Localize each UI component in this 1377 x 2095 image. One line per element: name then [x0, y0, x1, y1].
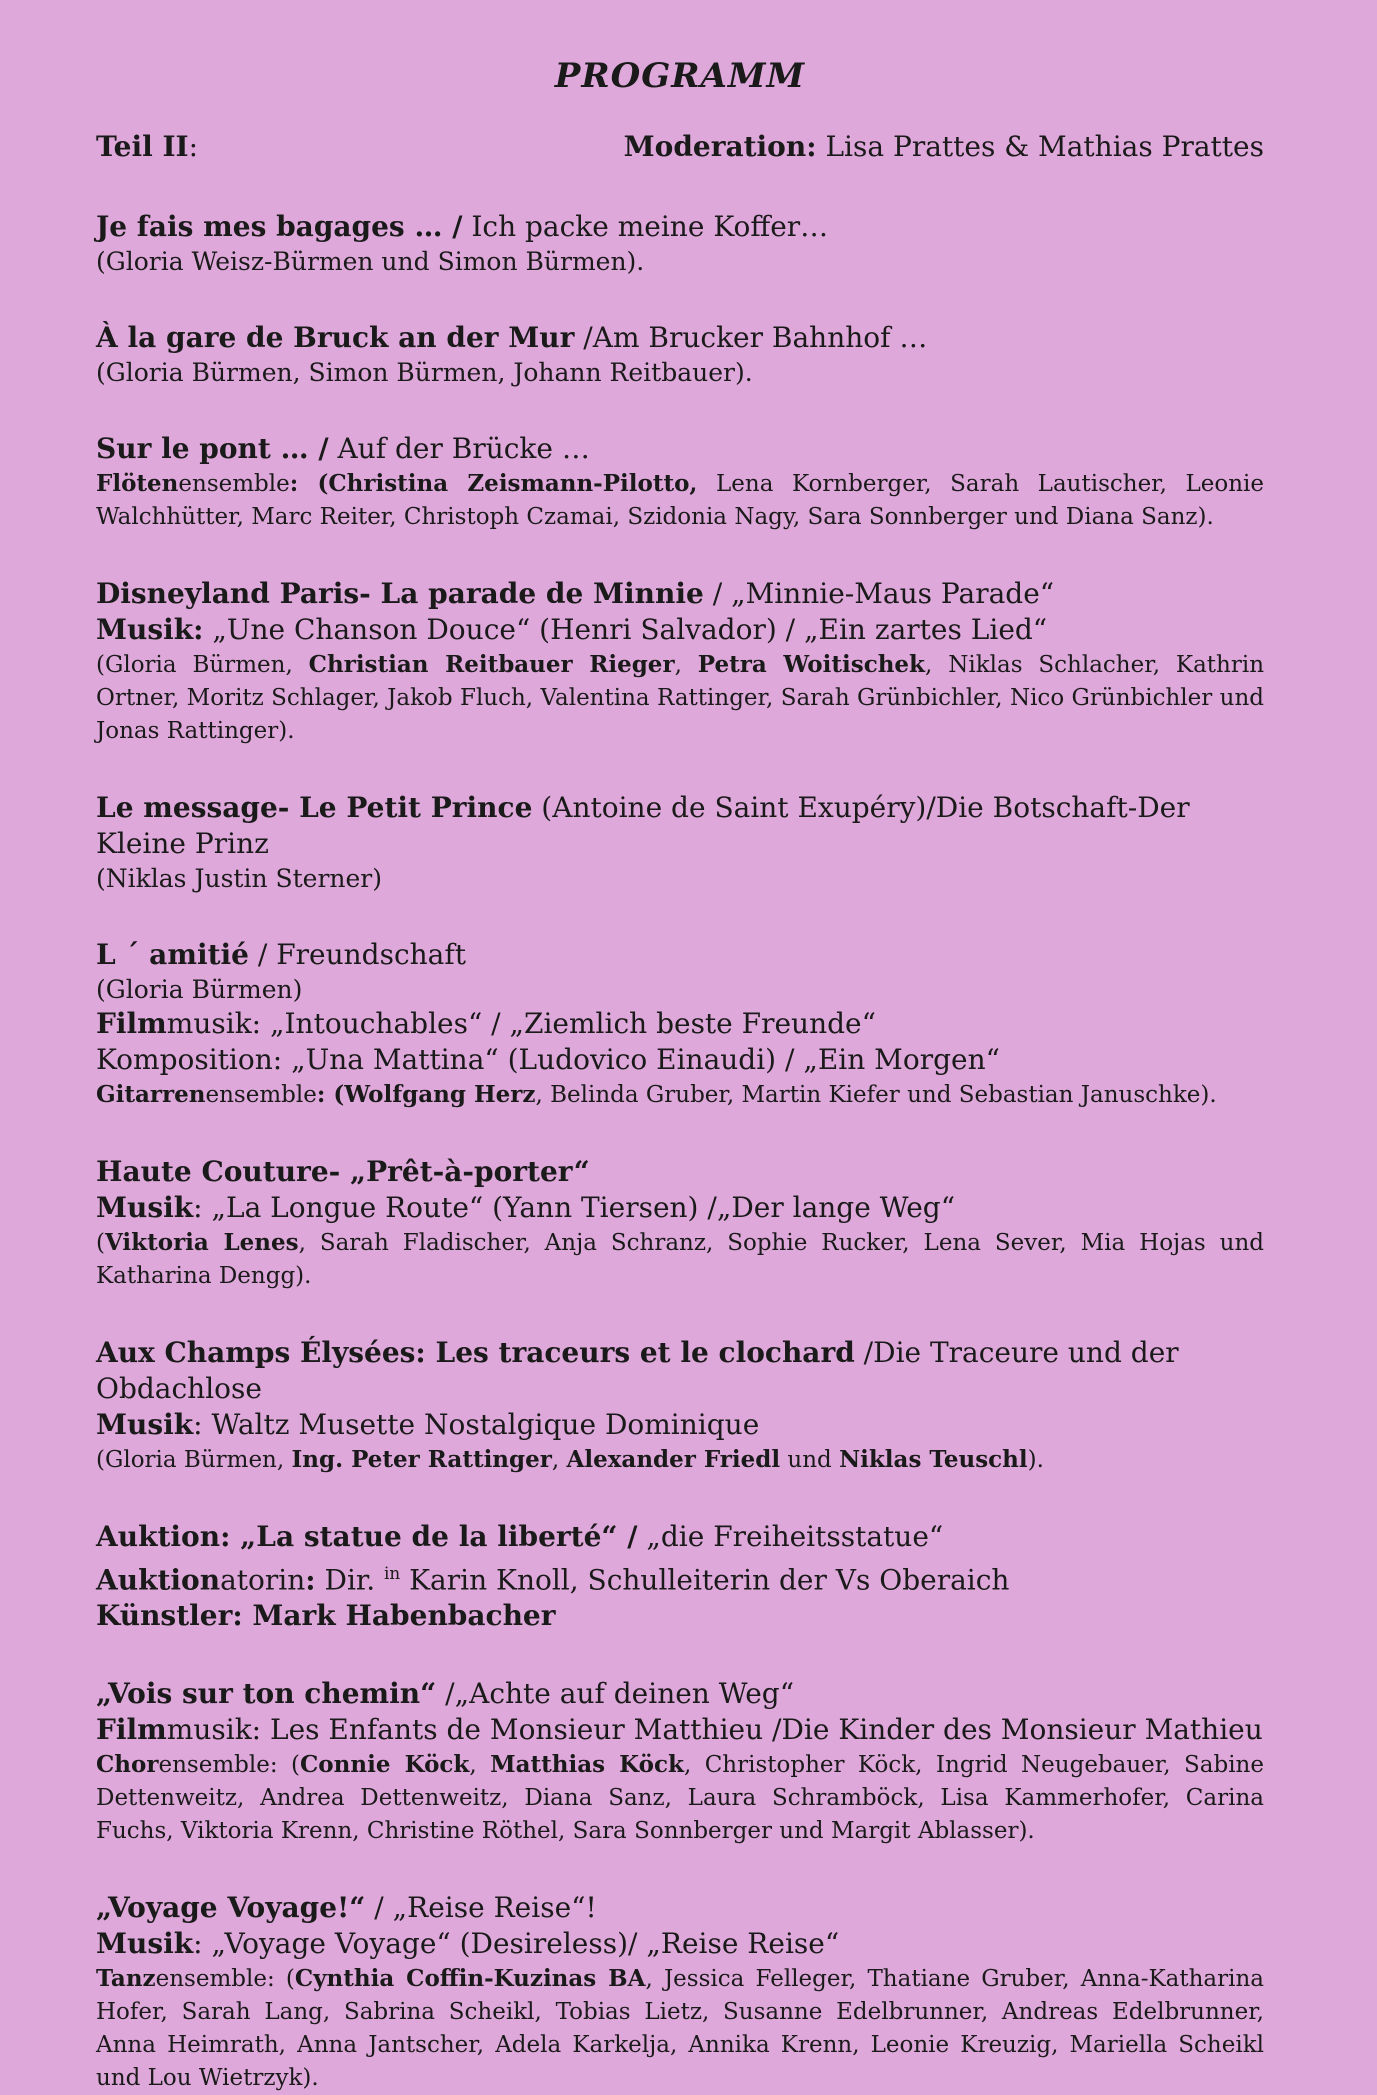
- bold-text: Le message- Le Petit Prince: [96, 791, 533, 824]
- program-item-detail: [96, 1962, 1264, 2095]
- moderation-label: Moderation:: [623, 130, 817, 163]
- program-item-auktion: [96, 1519, 1264, 1634]
- text: (Niklas Justin Sterner): [96, 864, 383, 893]
- text: Dir.: [315, 1563, 385, 1597]
- text: Ich packe meine Koffer…: [462, 210, 829, 243]
- program-item-title: [96, 576, 1264, 612]
- bold-text: Tanz: [96, 1965, 156, 1993]
- text: (Antoine de Saint Exupéry)/Die Botschaft-Der Kleine Prinz: [96, 791, 1190, 860]
- program-item-title: [96, 209, 1264, 245]
- program-item-detail: [96, 245, 1264, 278]
- text: : „La Longue Route“ (Yann Tiersen) /„Der lange Weg“: [193, 1191, 956, 1224]
- bold-text: : (Wolfgang Herz: [316, 1081, 536, 1108]
- bold-text: Alexander Friedl: [566, 1446, 781, 1473]
- bold-text: Niklas Teuschl: [839, 1446, 1028, 1473]
- text: Komposition: „Una Mattina“ (Ludovico Einaudi) / „Ein Morgen“: [96, 1043, 1000, 1076]
- program-item-detail: [96, 1712, 1264, 1748]
- bold-text: Musik: [96, 1927, 194, 1961]
- program-item-detail: [96, 648, 1264, 748]
- text: Karin Knoll, Schulleiterin der Vs Oberaich: [400, 1563, 1010, 1597]
- bold-text: „Vois sur ton chemin“: [96, 1677, 437, 1711]
- text: (Gloria Bürmen): [96, 975, 303, 1004]
- bold-text: : (Christina Zeismann-Pilotto,: [289, 470, 698, 497]
- program-item-gare: [96, 320, 1264, 389]
- text: „Une Chanson Douce“ (Henri Salvador) / „Ein zartes Lied“: [203, 613, 1048, 646]
- text: , Niklas Schlacher, Kathrin Ortner, Moritz Schlager, Jakob Fluch, Valentina Rattinger, Sarah Grünbichler, Nico Grünbichler und Jonas Rattinger).: [96, 652, 1265, 744]
- bold-text: :: [305, 1563, 316, 1597]
- text: Lena Kornberger, Sarah Lautischer, Leonie Walchhütter, Marc Reiter, Christoph Czamai, Szidonia Nagy, Sara Sonnberger und Diana Sanz).: [96, 471, 1265, 530]
- bold-text: Musik: [96, 1191, 194, 1224]
- program-item-detail: [96, 1926, 1264, 1962]
- text: / „Minnie-Maus Parade“: [703, 577, 1055, 610]
- program-item-detail: [96, 862, 1264, 895]
- bold-text: Musik: [96, 1408, 194, 1441]
- text: : „Voyage Voyage“ (Desireless)/ „Reise Reise“: [193, 1927, 840, 1961]
- program-item-pont: [96, 431, 1264, 534]
- text: : Waltz Musette Nostalgique Dominique: [193, 1408, 760, 1441]
- bold-text: Film: [96, 1713, 167, 1747]
- text: ,: [551, 1447, 567, 1473]
- part-name: Teil II: [96, 130, 189, 163]
- text: , Belinda Gruber, Martin Kiefer und Sebastian Januschke).: [535, 1082, 1217, 1108]
- moderation: [624, 130, 1264, 163]
- bold-text: Disneyland Paris- La parade de Minnie: [96, 577, 704, 610]
- text: / „Reise Reise“!: [365, 1891, 597, 1925]
- text: und: [780, 1447, 840, 1473]
- text: musik: „Intouchables“ / „Ziemlich beste Freunde“: [166, 1007, 876, 1040]
- text: ensemble: [178, 471, 290, 497]
- program-item-detail: [96, 467, 1264, 534]
- program-item-title: [96, 1335, 1264, 1407]
- text: „die Freiheitsstatue“: [637, 1520, 944, 1553]
- text: musik: Les Enfants de Monsieur Matthieu /Die Kinder des Monsieur Mathieu: [166, 1713, 1263, 1747]
- program-item-bagages: [96, 209, 1264, 278]
- text: (Gloria Bürmen,: [96, 1447, 292, 1473]
- text: atorin: [220, 1563, 306, 1597]
- program-item-detail: [96, 1407, 1264, 1443]
- text: in: [384, 1563, 401, 1583]
- bold-text: „Voyage Voyage!“: [96, 1891, 366, 1925]
- bold-text: Haute Couture- „Prêt-à-porter“: [96, 1155, 590, 1188]
- program-item-title: [96, 1890, 1264, 1926]
- bold-text: Aux Champs Élysées: Les traceurs et le clochard: [96, 1336, 855, 1369]
- part-header: [96, 130, 1264, 163]
- program-item-title: [96, 320, 1264, 356]
- bold-text: Film: [96, 1007, 167, 1040]
- text: ensemble: (: [158, 1752, 300, 1779]
- program-item-voyage: [96, 1890, 1264, 2095]
- program-item-champs: [96, 1335, 1264, 1477]
- text: /„Achte auf deinen Weg“: [436, 1677, 795, 1711]
- bold-text: Gitarren: [96, 1081, 206, 1108]
- page-title: PROGRAMM: [554, 56, 806, 96]
- bold-text: Matthias Köck: [490, 1751, 684, 1779]
- text: /Am Brucker Bahnhof …: [574, 321, 928, 354]
- bold-text: Je fais mes bagages … /: [96, 210, 463, 243]
- text: / Freundschaft: [248, 938, 466, 971]
- program-item-detail: [96, 1226, 1264, 1293]
- bold-text: À la gare de Bruck an der Mur: [96, 321, 575, 354]
- text: Auf der Brücke …: [328, 432, 590, 465]
- bold-text: Künstler: Mark Habenbacher: [96, 1599, 556, 1633]
- program-item-title: [96, 790, 1264, 862]
- part-suffix: :: [188, 130, 199, 163]
- bold-text: Connie Köck: [300, 1751, 470, 1779]
- program-item-detail: [96, 612, 1264, 648]
- bold-text: Cynthia Coffin-Kuzinas BA: [294, 1965, 646, 1993]
- program-item-chemin: [96, 1676, 1264, 1848]
- bold-text: Ing. Peter Rattinger: [291, 1446, 552, 1473]
- text: (Gloria Bürmen, Simon Bürmen, Johann Reitbauer).: [96, 358, 753, 387]
- text: , Christopher Köck, Ingrid Neugebauer, Sabine Dettenweitz, Andrea Dettenweitz, Diana Sanz, Laura Schramböck, Lisa Kammerhofer, Carina Fuchs, Viktoria Krenn, Christine Röthel, Sara Sonnberger und Margit Ablasser).: [96, 1752, 1264, 1845]
- program-item-detail: [96, 1078, 1264, 1112]
- moderation-names: Lisa Prattes & Mathias Prattes: [816, 130, 1264, 163]
- program-item-detail: [96, 1443, 1264, 1477]
- program-item-petit-prince: [96, 790, 1264, 895]
- program-item-detail: [96, 1598, 1264, 1634]
- bold-text: Auktion: [96, 1563, 221, 1597]
- program-item-detail: [96, 973, 1264, 1006]
- text: (Gloria Weisz-Bürmen und Simon Bürmen).: [96, 247, 645, 276]
- text: ,: [674, 652, 698, 678]
- bold-text: Musik:: [96, 613, 204, 646]
- bold-text: L ´ amitié: [96, 938, 249, 971]
- text: (Gloria Bürmen,: [96, 652, 309, 678]
- program-item-title: [96, 1154, 1264, 1190]
- text: , Sarah Fladischer, Anja Schranz, Sophie Rucker, Lena Sever, Mia Hojas und Katharina Dengg).: [96, 1230, 1264, 1289]
- text: ensemble: [205, 1082, 317, 1108]
- bold-text: Christian Reitbauer Rieger: [308, 651, 675, 678]
- text: (: [96, 1230, 105, 1256]
- text: /Die Traceure und der Obdachlose: [96, 1336, 1179, 1405]
- program-item-title: [96, 937, 1264, 973]
- program-item-amitie: [96, 937, 1264, 1112]
- text: , Jessica Felleger, Thatiane Gruber, Anna-Katharina Hofer, Sarah Lang, Sabrina Scheikl, Tobias Lietz, Susanne Edelbrunner, Andreas Edelbrunner, Anna Heimrath, Anna Jantscher, Adela Karkelja, Annika Krenn, Leonie Kreuzig, Mariella Scheikl und Lou Wietrzyk).: [96, 1966, 1264, 2092]
- program-item-title: [96, 1676, 1264, 1712]
- text: ).: [1027, 1447, 1044, 1473]
- program-item-title: [96, 1519, 1264, 1555]
- bold-text: Viktoria Lenes: [104, 1229, 299, 1256]
- program-item-detail: [96, 1748, 1264, 1848]
- bold-text: Sur le pont … /: [96, 432, 329, 465]
- program-item-title: [96, 431, 1264, 467]
- text: ensemble: (: [155, 1966, 295, 1993]
- bold-text: Auktion: „La statue de la liberté“ /: [96, 1520, 638, 1553]
- program-item-detail: [96, 1006, 1264, 1042]
- program-item-detail: [96, 356, 1264, 389]
- program-item-detail: [96, 1555, 1264, 1598]
- bold-text: Flöten: [96, 470, 179, 497]
- program-item-detail: [96, 1042, 1264, 1078]
- bold-text: Petra Woitischek: [697, 651, 925, 678]
- text: ,: [469, 1752, 491, 1779]
- part-label: [96, 130, 198, 163]
- bold-text: Chor: [96, 1751, 159, 1779]
- program-item-disneyland: [96, 576, 1264, 748]
- program-item-detail: [96, 1190, 1264, 1226]
- program-item-couture: [96, 1154, 1264, 1293]
- program-sections: [96, 209, 1264, 2095]
